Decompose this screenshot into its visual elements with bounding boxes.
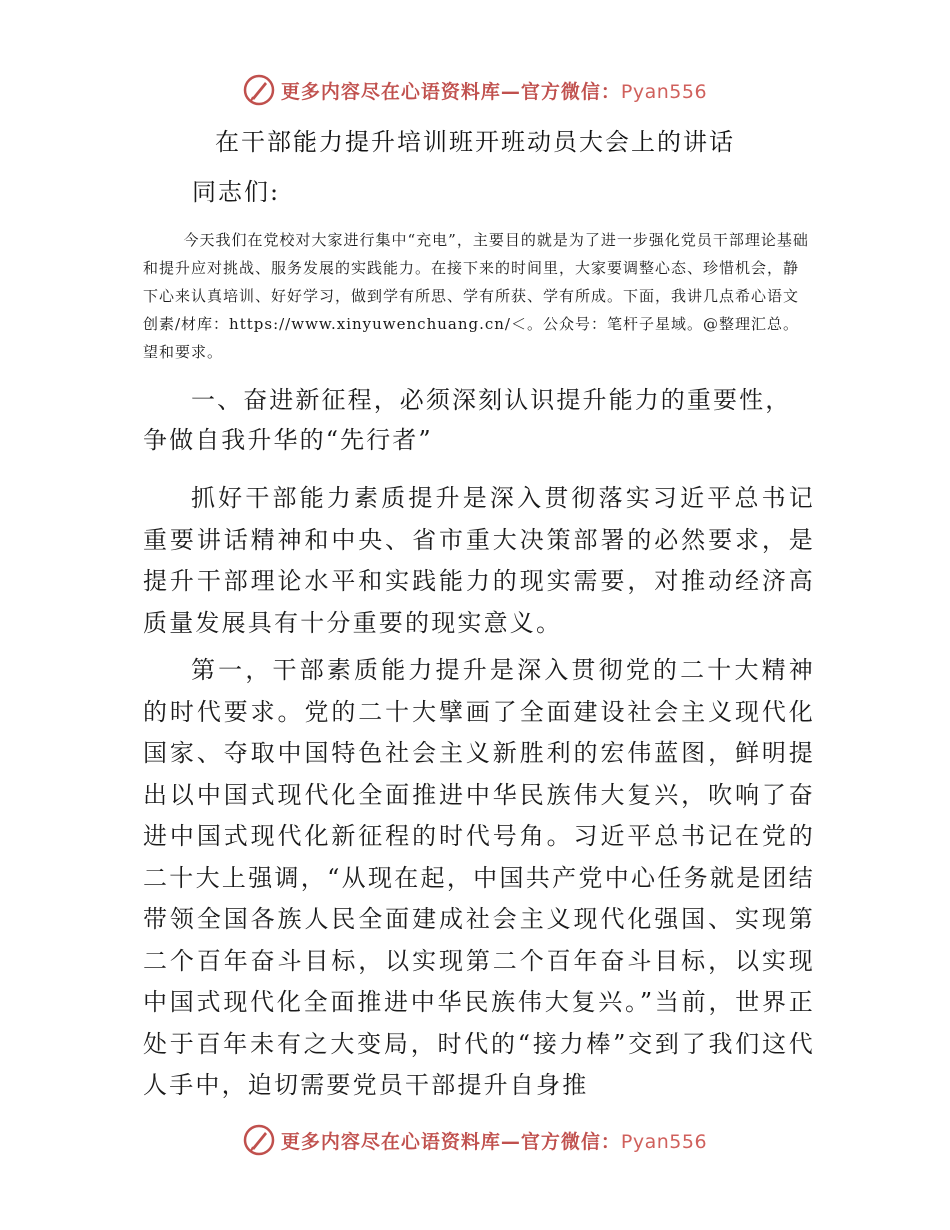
- header-watermark: [0, 70, 950, 110]
- watermark-text: 更多内容尽在心语资料库—官方微信：Pyan556: [280, 1130, 708, 1153]
- wechat-id: Pyan556: [620, 80, 708, 103]
- body-paragraph: 抓好干部能力素质提升是深入贯彻落实习近平总书记重要讲话精神和中央、省市重大决策部署的必然要求，是提升干部理论水平和实践能力的现实需要，对推动经济高质量发展具有十分重要的现实意义。: [143, 484, 815, 637]
- footer-watermark: [0, 1120, 950, 1160]
- salutation: 同志们:: [192, 178, 281, 206]
- document-title: 在干部能力提升培训班开班动员大会上的讲话: [215, 128, 735, 156]
- intro-paragraph: 今天我们在党校对大家进行集中“充电”，主要目的就是为了进一步强化党员干部理论基础和提升应对挑战、服务发展的实践能力。在接下来的时间里，大家要调整心态、珍惜机会，静下心来认真培训、好好学习，做到学有所思、学有所获、学有所成。下面，我讲几点希心语文创素/材库：https://www.xinyuwenchuang.cn/＜。公众号：笔杆子星域。@整理汇总。望和要求。: [143, 231, 809, 361]
- section-heading-1: 一、奋进新征程，必须深刻认识提升能力的重要性，争做自我升华的“先行者”: [143, 386, 792, 454]
- quill-logo-icon: [243, 1124, 275, 1156]
- watermark-text: 更多内容尽在心语资料库—官方微信：Pyan556: [280, 80, 708, 103]
- wechat-id: Pyan556: [620, 1130, 708, 1153]
- quill-logo-icon: [243, 74, 275, 106]
- body-paragraph: 第一，干部素质能力提升是深入贯彻党的二十大精神的时代要求。党的二十大擘画了全面建设社会主义现代化国家、夺取中国特色社会主义新胜利的宏伟蓝图，鲜明提出以中国式现代化全面推进中华民族伟大复兴，吹响了奋进中国式现代化新征程的时代号角。习近平总书记在党的二十大上强调，“从现在起，中国共产党中心任务就是团结带领全国各族人民全面建成社会主义现代化强国、实现第二个百年奋斗目标，以实现第二个百年奋斗目标，以实现中国式现代化全面推进中华民族伟大复兴。”当前，世界正处于百年未有之大变局，时代的“接力棒”交到了我们这代人手中，迫切需要党员干部提升自身推: [143, 656, 815, 1099]
